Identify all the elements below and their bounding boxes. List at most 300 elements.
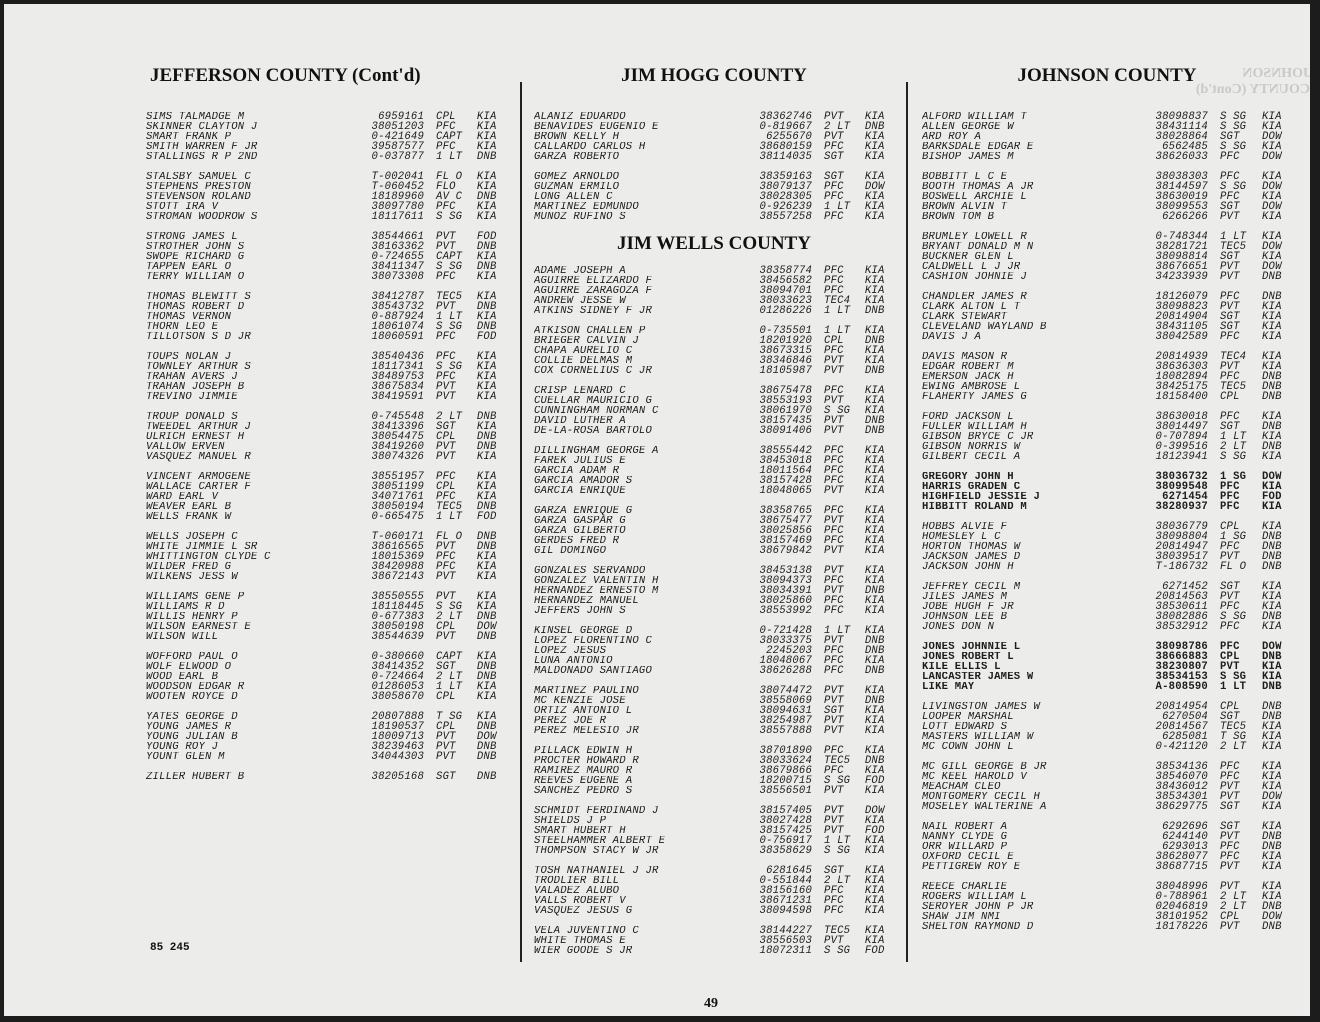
serial-number: 18048067 bbox=[759, 655, 813, 667]
serial-number: 6562485 bbox=[1162, 141, 1208, 153]
status: KIA bbox=[1262, 311, 1282, 323]
name: SEROYER JOHN P JR bbox=[922, 902, 1034, 912]
rank: 1 LT bbox=[824, 625, 851, 637]
name: BOOTH THOMAS A JR bbox=[922, 182, 1034, 192]
rank: S SG bbox=[436, 601, 463, 613]
entry-group bbox=[922, 472, 1292, 512]
rank: PVT bbox=[1220, 361, 1240, 373]
rank: SGT bbox=[1220, 311, 1240, 323]
serial-number: 20814954 bbox=[1155, 701, 1208, 713]
status: DNB bbox=[1262, 711, 1282, 723]
status: KIA bbox=[1262, 351, 1282, 363]
serial-number: 6292696 bbox=[1162, 821, 1208, 833]
name: JEFFERS JOHN S bbox=[534, 606, 626, 616]
name: GUZMAN ERMILO bbox=[534, 182, 620, 192]
serial-number: 20814567 bbox=[1155, 721, 1208, 733]
entry-group bbox=[534, 386, 894, 436]
status: DNB bbox=[1262, 651, 1282, 663]
serial-number: 38114035 bbox=[759, 151, 813, 163]
serial-number: 38163362 bbox=[371, 241, 425, 253]
status: FOD bbox=[1262, 491, 1282, 503]
name: GOMEZ ARNOLDO bbox=[534, 172, 620, 182]
entry-group bbox=[922, 702, 1292, 752]
rank: PVT bbox=[824, 695, 844, 707]
status: KIA bbox=[864, 765, 885, 777]
status: DNB bbox=[476, 501, 497, 513]
casualty-row bbox=[922, 332, 1292, 342]
rank: S SG bbox=[1220, 451, 1247, 463]
rank: SGT bbox=[1220, 821, 1240, 833]
rank: TEC5 bbox=[824, 755, 851, 767]
entry-group bbox=[146, 292, 506, 342]
name: MC GILL GEORGE B JR bbox=[922, 762, 1047, 772]
sheet-code: 85 245 bbox=[150, 942, 190, 954]
county-heading: JIM HOGG COUNTY bbox=[621, 65, 807, 86]
casualty-row bbox=[146, 632, 506, 642]
name: BROWN ALVIN T bbox=[922, 202, 1008, 212]
serial-number: 38414352 bbox=[371, 661, 425, 673]
name: GARZA GASPAR G bbox=[534, 516, 626, 526]
rank: PFC bbox=[824, 575, 844, 587]
status: KIA bbox=[1262, 591, 1282, 603]
status: DNB bbox=[1262, 531, 1282, 543]
status: DNB bbox=[864, 335, 885, 347]
serial-number: 38534136 bbox=[1155, 761, 1208, 773]
name: GARZA ROBERTO bbox=[534, 152, 620, 162]
name: MEACHAM CLEO bbox=[922, 782, 1001, 792]
serial-number: 38157428 bbox=[759, 475, 813, 487]
serial-number: 38540436 bbox=[371, 351, 425, 363]
name: WIER GOODE S JR bbox=[534, 946, 633, 956]
serial-number: 18190537 bbox=[371, 721, 425, 733]
rank: PFC bbox=[824, 455, 844, 467]
status: DNB bbox=[476, 301, 497, 313]
serial-number: T-060452 bbox=[371, 181, 425, 193]
rank: PVT bbox=[436, 381, 456, 393]
name: WILDER FRED G bbox=[146, 562, 232, 572]
serial-number: 38025860 bbox=[759, 595, 813, 607]
name: SHIELDS J P bbox=[534, 816, 607, 826]
name: WILLIAMS GENE P bbox=[146, 592, 245, 602]
status: KIA bbox=[476, 351, 497, 363]
rank: PFC bbox=[824, 345, 844, 357]
status: DNB bbox=[1262, 421, 1282, 433]
serial-number: 0-551844 bbox=[759, 875, 813, 887]
rank: PVT bbox=[436, 731, 456, 743]
rank: PFC bbox=[824, 895, 844, 907]
status: KIA bbox=[864, 545, 885, 557]
casualty-row bbox=[534, 726, 894, 736]
status: KIA bbox=[864, 395, 885, 407]
entry-group bbox=[534, 172, 894, 222]
name: CRISP LENARD C bbox=[534, 386, 626, 396]
name: GARZA ENRIQUE G bbox=[534, 506, 633, 516]
serial-number: 38051203 bbox=[371, 121, 425, 133]
serial-number: 0-380660 bbox=[371, 651, 425, 663]
entry-group bbox=[146, 652, 506, 702]
rank: FL O bbox=[436, 531, 463, 543]
name: WILKENS JESS W bbox=[146, 572, 238, 582]
name: HIGHFIELD JESSIE J bbox=[922, 492, 1041, 502]
serial-number: 20807888 bbox=[371, 711, 425, 723]
status: DNB bbox=[864, 645, 885, 657]
serial-number: 38358629 bbox=[759, 845, 813, 857]
serial-number: 02046819 bbox=[1155, 901, 1208, 913]
name: TERRY WILLIAM O bbox=[146, 272, 245, 282]
name: YOUNT GLEN M bbox=[146, 752, 225, 762]
status: DNB bbox=[1262, 271, 1282, 283]
rank: PFC bbox=[436, 371, 456, 383]
serial-number: 38036779 bbox=[1155, 521, 1208, 533]
serial-number: 18126079 bbox=[1155, 291, 1208, 303]
name: SMITH WARREN F JR bbox=[146, 142, 258, 152]
serial-number: 38676651 bbox=[1155, 261, 1208, 273]
casualty-row bbox=[922, 152, 1292, 162]
rank: CAPT bbox=[436, 651, 463, 663]
name: STROTHER JOHN S bbox=[146, 242, 245, 252]
rank: CPL bbox=[436, 721, 456, 733]
rank: CPL bbox=[1220, 911, 1240, 923]
rank: PVT bbox=[824, 425, 844, 437]
status: FOD bbox=[476, 331, 497, 343]
rank: PFC bbox=[1220, 331, 1240, 343]
name: ATKINS SIDNEY F JR bbox=[534, 306, 653, 316]
entry-group bbox=[922, 822, 1292, 872]
rank: 1 SG bbox=[1220, 471, 1247, 483]
casualty-row bbox=[534, 946, 894, 956]
name: TRAHAN JOSEPH B bbox=[146, 382, 245, 392]
serial-number: 6270504 bbox=[1162, 711, 1208, 723]
serial-number: 34071761 bbox=[371, 491, 425, 503]
name: WHITTINGTON CLYDE C bbox=[146, 552, 271, 562]
rank: PVT bbox=[1220, 781, 1240, 793]
serial-number: 0-926239 bbox=[759, 201, 813, 213]
name: CUNNINGHAM NORMAN C bbox=[534, 406, 659, 416]
serial-number: 38050198 bbox=[371, 621, 425, 633]
serial-number: 20814939 bbox=[1155, 351, 1208, 363]
status: DNB bbox=[476, 611, 497, 623]
casualty-row bbox=[534, 606, 894, 616]
rank: S SG bbox=[436, 361, 463, 373]
status: KIA bbox=[476, 251, 497, 263]
name: ARD ROY A bbox=[922, 132, 982, 142]
casualty-row bbox=[534, 426, 894, 436]
serial-number: 38144227 bbox=[759, 925, 813, 937]
status: KIA bbox=[864, 715, 885, 727]
rank: S SG bbox=[824, 405, 851, 417]
status: KIA bbox=[476, 141, 497, 153]
status: KIA bbox=[1262, 451, 1282, 463]
rank: PVT bbox=[824, 805, 844, 817]
entry-group bbox=[534, 626, 894, 676]
name: WOOTEN ROYCE D bbox=[146, 692, 238, 702]
status: KIA bbox=[476, 551, 497, 563]
name: JACKSON JOHN H bbox=[922, 562, 1014, 572]
rank: 1 LT bbox=[824, 835, 851, 847]
serial-number: 18082894 bbox=[1155, 371, 1208, 383]
serial-number: 38091406 bbox=[759, 425, 813, 437]
status: KIA bbox=[864, 345, 885, 357]
rank: PFC bbox=[824, 745, 844, 757]
serial-number: 38346846 bbox=[759, 355, 813, 367]
status: KIA bbox=[1262, 251, 1282, 263]
name: WEAVER EARL B bbox=[146, 502, 232, 512]
serial-number: 38094631 bbox=[759, 705, 813, 717]
rank: 2 LT bbox=[1220, 891, 1247, 903]
status: KIA bbox=[864, 275, 885, 287]
status: KIA bbox=[476, 561, 497, 573]
rank: SGT bbox=[1220, 711, 1240, 723]
status: KIA bbox=[864, 685, 885, 697]
status: KIA bbox=[476, 361, 497, 373]
status: DNB bbox=[476, 191, 497, 203]
rank: S SG bbox=[824, 775, 851, 787]
rank: SGT bbox=[436, 421, 456, 433]
rank: SGT bbox=[824, 151, 844, 163]
name: CALLARDO CARLOS H bbox=[534, 142, 646, 152]
status: KIA bbox=[864, 265, 885, 277]
serial-number: 38061970 bbox=[759, 405, 813, 417]
name: ORR WILLARD P bbox=[922, 842, 1008, 852]
entry-group bbox=[922, 412, 1292, 462]
name: BRIEGER CALVIN J bbox=[534, 336, 639, 346]
rank: PVT bbox=[1220, 261, 1240, 273]
name: SANCHEZ PEDRO S bbox=[534, 786, 633, 796]
status: DNB bbox=[1262, 611, 1282, 623]
rank: PVT bbox=[436, 241, 456, 253]
serial-number: 38701890 bbox=[759, 745, 813, 757]
rank: SGT bbox=[1220, 801, 1240, 813]
status: KIA bbox=[476, 451, 497, 463]
serial-number: 38558069 bbox=[759, 695, 813, 707]
rank: 2 LT bbox=[1220, 901, 1247, 913]
status: DNB bbox=[476, 751, 497, 763]
status: DNB bbox=[864, 755, 885, 767]
status: DNB bbox=[1262, 541, 1282, 553]
name: ATKISON CHALLEN P bbox=[534, 326, 646, 336]
status: KIA bbox=[1262, 121, 1282, 133]
serial-number: 38079137 bbox=[759, 181, 813, 193]
rank: PVT bbox=[824, 365, 844, 377]
serial-number: 38544661 bbox=[371, 231, 425, 243]
rank: 1 LT bbox=[1220, 681, 1247, 693]
status: KIA bbox=[476, 601, 497, 613]
casualty-row bbox=[534, 666, 894, 676]
name: THORN LEO E bbox=[146, 322, 219, 332]
serial-number: 01286053 bbox=[371, 681, 425, 693]
entry-group bbox=[534, 446, 894, 496]
name: TROUP DONALD S bbox=[146, 412, 238, 422]
name: SMART HUBERT H bbox=[534, 826, 626, 836]
serial-number: 38033624 bbox=[759, 755, 813, 767]
name: GERDES FRED R bbox=[534, 536, 620, 546]
status: KIA bbox=[1262, 821, 1282, 833]
serial-number: 0-399516 bbox=[1155, 441, 1208, 453]
status: KIA bbox=[1262, 661, 1282, 673]
name: JACKSON JAMES D bbox=[922, 552, 1021, 562]
name: DE-LA-ROSA BARTOLO bbox=[534, 426, 653, 436]
serial-number: 18048065 bbox=[759, 485, 813, 497]
name: STEVENSON ROLAND bbox=[146, 192, 251, 202]
serial-number: 38156160 bbox=[759, 885, 813, 897]
serial-number: 38628077 bbox=[1155, 851, 1208, 863]
name: THOMAS VERNON bbox=[146, 312, 232, 322]
name: THOMPSON STACY W JR bbox=[534, 846, 659, 856]
rank: PVT bbox=[824, 565, 844, 577]
serial-number: 38550555 bbox=[371, 591, 425, 603]
name: AGUIRRE ZARAGOZA F bbox=[534, 286, 653, 296]
name: MASTERS WILLIAM W bbox=[922, 732, 1034, 742]
name: SKINNER CLAYTON J bbox=[146, 122, 258, 132]
status: DNB bbox=[1262, 291, 1282, 303]
rank: PVT bbox=[436, 631, 456, 643]
serial-number: 38551957 bbox=[371, 471, 425, 483]
casualty-row bbox=[146, 572, 506, 582]
serial-number: 38073308 bbox=[371, 271, 425, 283]
name: VASQUEZ JESUS G bbox=[534, 906, 633, 916]
serial-number: 38687715 bbox=[1155, 861, 1208, 873]
rank: CPL bbox=[1220, 651, 1240, 663]
rank: SGT bbox=[1220, 251, 1240, 263]
casualty-row bbox=[922, 742, 1292, 752]
rank: CPL bbox=[436, 621, 456, 633]
rank: PFC bbox=[824, 655, 844, 667]
status: KIA bbox=[864, 905, 885, 917]
status: KIA bbox=[864, 405, 885, 417]
rank: PFC bbox=[1220, 761, 1240, 773]
serial-number: 38556501 bbox=[759, 785, 813, 797]
status: KIA bbox=[476, 201, 497, 213]
rank: PVT bbox=[824, 515, 844, 527]
name: PEREZ JOE R bbox=[534, 716, 607, 726]
entry-group bbox=[146, 772, 506, 782]
status: KIA bbox=[1262, 301, 1282, 313]
name: BUCKNER GLEN L bbox=[922, 252, 1014, 262]
name: WELLS FRANK W bbox=[146, 512, 232, 522]
casualty-row bbox=[146, 512, 506, 522]
status: DNB bbox=[1262, 391, 1282, 403]
name: BRYANT DONALD M N bbox=[922, 242, 1034, 252]
name: ULRICH ERNEST H bbox=[146, 432, 245, 442]
column-middle bbox=[534, 64, 894, 966]
status: DOW bbox=[1262, 241, 1282, 253]
entry-group bbox=[922, 762, 1292, 812]
name: WOOD EARL B bbox=[146, 672, 219, 682]
name: FLAHERTY JAMES G bbox=[922, 392, 1027, 402]
rank: PVT bbox=[1220, 211, 1240, 223]
status: FOD bbox=[476, 231, 497, 243]
casualty-row bbox=[146, 332, 506, 342]
status: KIA bbox=[864, 625, 885, 637]
rank: TEC5 bbox=[824, 925, 851, 937]
name: SCHMIDT FERDINAND J bbox=[534, 806, 659, 816]
name: NAIL ROBERT A bbox=[922, 822, 1008, 832]
name: PILLACK EDWIN H bbox=[534, 746, 633, 756]
name: LONG ALLEN C bbox=[534, 192, 613, 202]
name: JONES DON N bbox=[922, 622, 995, 632]
name: PROCTER HOWARD R bbox=[534, 756, 639, 766]
rank: PVT bbox=[436, 231, 456, 243]
serial-number: 38094701 bbox=[759, 285, 813, 297]
rank: SGT bbox=[824, 171, 844, 183]
bleed-through-text: JOHNSON COUNTY (Cont'd) bbox=[1195, 66, 1310, 97]
rank: PFC bbox=[436, 141, 456, 153]
casualty-row bbox=[922, 212, 1292, 222]
name: RAMIREZ MAURO R bbox=[534, 766, 633, 776]
serial-number: 38453018 bbox=[759, 455, 813, 467]
rank: PFC bbox=[824, 385, 844, 397]
name: FORD JACKSON L bbox=[922, 412, 1014, 422]
serial-number: 38636303 bbox=[1155, 361, 1208, 373]
status: KIA bbox=[1262, 211, 1282, 223]
rank: PVT bbox=[1220, 831, 1240, 843]
page-number: 49 bbox=[704, 996, 718, 1011]
serial-number: 38666883 bbox=[1155, 651, 1208, 663]
status: KIA bbox=[1262, 321, 1282, 333]
status: KIA bbox=[1262, 601, 1282, 613]
casualty-row bbox=[146, 212, 506, 222]
entry-group bbox=[534, 746, 894, 796]
rank: CPL bbox=[1220, 391, 1240, 403]
rank: SGT bbox=[436, 661, 456, 673]
serial-number: 0-887924 bbox=[371, 311, 425, 323]
rank: PVT bbox=[436, 751, 456, 763]
name: BISHOP JAMES M bbox=[922, 152, 1014, 162]
serial-number: 18201920 bbox=[759, 335, 813, 347]
name: TAPPEN EARL O bbox=[146, 262, 232, 272]
rank: PVT bbox=[824, 485, 844, 497]
rank: PVT bbox=[436, 391, 456, 403]
name: VASQUEZ MANUEL R bbox=[146, 452, 251, 462]
rank: PVT bbox=[824, 685, 844, 697]
serial-number: 18061074 bbox=[371, 321, 425, 333]
serial-number: 38101952 bbox=[1155, 911, 1208, 923]
status: KIA bbox=[864, 445, 885, 457]
rank: PVT bbox=[436, 301, 456, 313]
serial-number: 0-677383 bbox=[371, 611, 425, 623]
rank: CPL bbox=[436, 111, 456, 123]
status: KIA bbox=[1262, 851, 1282, 863]
serial-number: 38358774 bbox=[759, 265, 813, 277]
rank: TEC5 bbox=[1220, 381, 1247, 393]
rank: 1 LT bbox=[436, 151, 463, 163]
status: DNB bbox=[1262, 441, 1282, 453]
status: DNB bbox=[1262, 901, 1282, 913]
serial-number: 38099548 bbox=[1155, 481, 1208, 493]
status: KIA bbox=[476, 471, 497, 483]
rank: PFC bbox=[1220, 171, 1240, 183]
serial-number: 38672143 bbox=[371, 571, 425, 583]
name: PETTIGREW ROY E bbox=[922, 862, 1021, 872]
status: KIA bbox=[864, 745, 885, 757]
rank: PFC bbox=[436, 561, 456, 573]
name: OXFORD CECIL E bbox=[922, 852, 1014, 862]
serial-number: 38553992 bbox=[759, 605, 813, 617]
rank: PVT bbox=[436, 451, 456, 463]
rank: PFC bbox=[1220, 641, 1240, 653]
serial-number: 38555442 bbox=[759, 445, 813, 457]
serial-number: T-186732 bbox=[1155, 561, 1208, 573]
rank: TEC5 bbox=[1220, 721, 1247, 733]
rank: SGT bbox=[824, 865, 844, 877]
status: KIA bbox=[1262, 191, 1282, 203]
status: KIA bbox=[864, 131, 885, 143]
rank: 2 LT bbox=[436, 671, 463, 683]
name: TOWNLEY ARTHUR S bbox=[146, 362, 251, 372]
serial-number: 18123941 bbox=[1155, 451, 1208, 463]
status: KIA bbox=[864, 535, 885, 547]
name: TILLOTSON S D JR bbox=[146, 332, 251, 342]
